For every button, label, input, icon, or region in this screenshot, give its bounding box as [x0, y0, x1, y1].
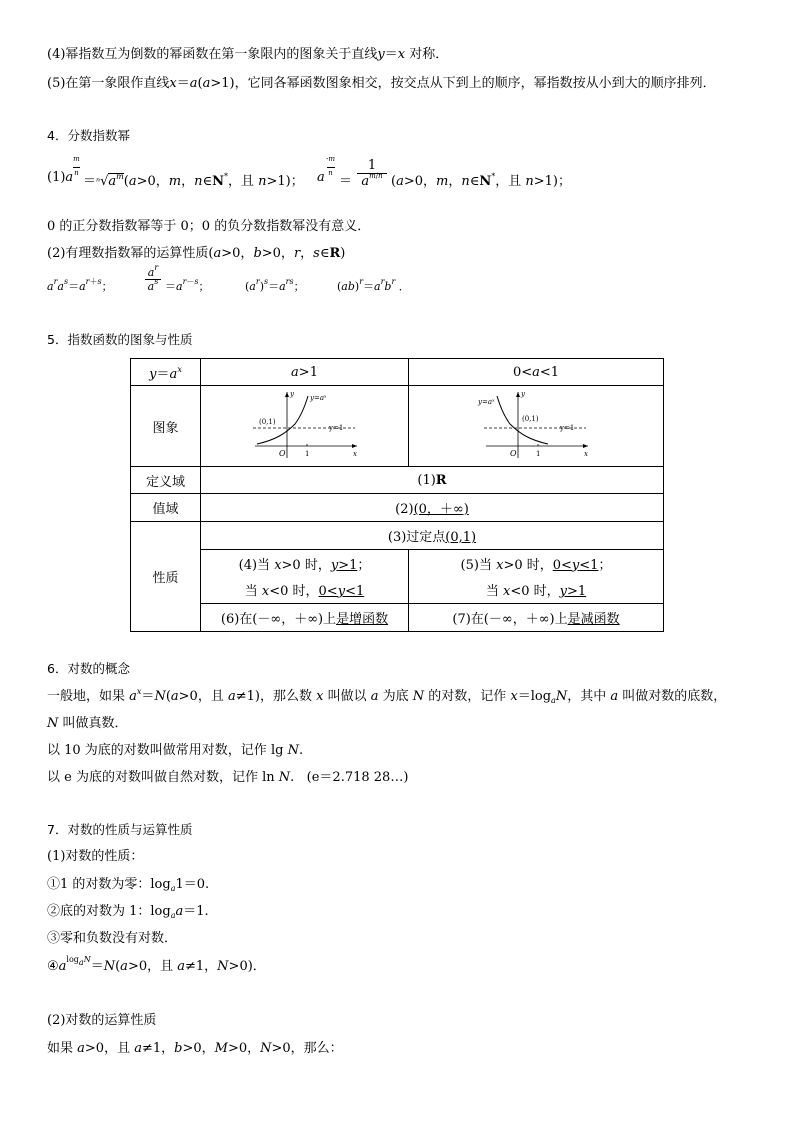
log-prop-4: $④a^{log_aN}=N(a>0$，且 a≠1，N>0)．	[47, 955, 266, 974]
power-line-5: (5)在第一象限作直线x＝a(a>1)，它同各幂函数图象相交，按交点从下到上的顺序，幂指数按从小到大的顺序排列．	[47, 76, 716, 91]
row-props-label: 性质	[131, 522, 201, 632]
section-6-heading: 6．对数的概念	[47, 661, 130, 676]
section-5-heading: 5．指数函数的图象与性质	[47, 332, 193, 347]
row-range-label: 值域	[131, 494, 201, 522]
header-a-greater-1: a>1	[201, 359, 409, 386]
log-prop-2: ②底的对数为 1：$\log_aa=1$.	[47, 904, 209, 920]
log-operations-condition: 如果 a>0，且 a≠1，b>0，M>0，N>0，那么：	[47, 1041, 343, 1056]
common-log: 以 10 为底的对数叫做常用对数，记作 lg N.	[47, 743, 304, 758]
right-prop-2: 当 x<0 时，y>1	[409, 577, 664, 604]
log-definition-2: N 叫做真数．	[47, 716, 128, 731]
graph-decreasing	[409, 386, 664, 467]
header-a-less-1: 0<a<1	[409, 359, 664, 386]
fixed-point-label: (0,1)	[522, 415, 539, 423]
log-definition-1: 一般地，如果 $a^x=N(a>0$，且 a≠1)，那么数 x 叫做以 a 为底 N 的对数，记作 $x=\log_aN$，其中 a 叫做对数的底数，	[47, 687, 727, 705]
right-monotonic: (7)在(－∞，＋∞)上是减函数	[409, 604, 664, 632]
y-axis-label: y	[521, 390, 525, 398]
origin-label: O	[510, 449, 517, 458]
x-axis-label: x	[352, 450, 357, 458]
decreasing-exp-graph	[476, 388, 596, 460]
domain-value: (1)R	[201, 467, 664, 494]
section-7-heading: 7．对数的性质与运算性质	[47, 822, 193, 837]
log-prop-1: ①1 的对数为零：$\log_a1=0$.	[47, 877, 210, 893]
tick-one-label: 1	[304, 450, 309, 458]
left-prop-2: 当 x<0 时，0<y<1	[201, 577, 409, 604]
left-monotonic: (6)在(－∞，＋∞)上是增函数	[201, 604, 409, 632]
asymptote-label: y=1	[560, 424, 575, 432]
zero-power-text: 0 的正分数指数幂等于 0；0 的负分数指数幂没有意义．	[47, 219, 371, 234]
left-prop-1: (4)当 x>0 时，y>1；	[201, 550, 409, 577]
right-prop-1: (5)当 x>0 时，0<y<1；	[409, 550, 664, 577]
curve-label: y=aˣ	[478, 398, 495, 406]
fixed-point-label: (0,1)	[258, 418, 276, 426]
curve-label: y=aˣ	[309, 394, 326, 402]
increasing-exp-graph	[245, 388, 365, 460]
log-operations-title: (2)对数的运算性质	[47, 1013, 157, 1028]
natural-log: 以 e 为底的对数叫做自然对数，记作 ln N. (e＝2.718 28…)	[47, 770, 409, 785]
graph-increasing	[201, 386, 409, 467]
log-props-title: (1)对数的性质：	[47, 849, 144, 864]
asymptote-label: y=1	[328, 424, 343, 432]
range-value: (2)(0，＋∞)	[201, 494, 664, 522]
section-4-heading: 4．分数指数幂	[47, 128, 130, 143]
exponential-function-table	[130, 358, 664, 632]
x-axis-label: x	[584, 450, 588, 458]
origin-label: O	[278, 449, 286, 458]
fixed-point-row: (3)过定点(0,1)	[201, 522, 664, 550]
row-graph-label: 图象	[131, 386, 201, 467]
tick-one-label: 1	[536, 450, 541, 458]
power-line-4: (4)幂指数互为倒数的幂函数在第一象限内的图象关于直线y＝x 对称．	[47, 47, 449, 62]
log-prop-3: ③零和负数没有对数．	[47, 931, 178, 946]
power-rules: $a^ra^s=a^{r+s}$； $a^r$ $a^s$ $=a^{r-s}$； $(a^r)^s=a^{rs}$； $(ab)^r=a^rb^r$ ．	[47, 263, 410, 293]
rational-power-title: (2)有理数指数幂的运算性质(a>0，b>0，r，s∈R)	[47, 246, 346, 261]
header-function: $y=a^x$	[131, 359, 201, 386]
row-domain-label: 定义域	[131, 467, 201, 494]
y-axis-label: y	[289, 390, 294, 398]
